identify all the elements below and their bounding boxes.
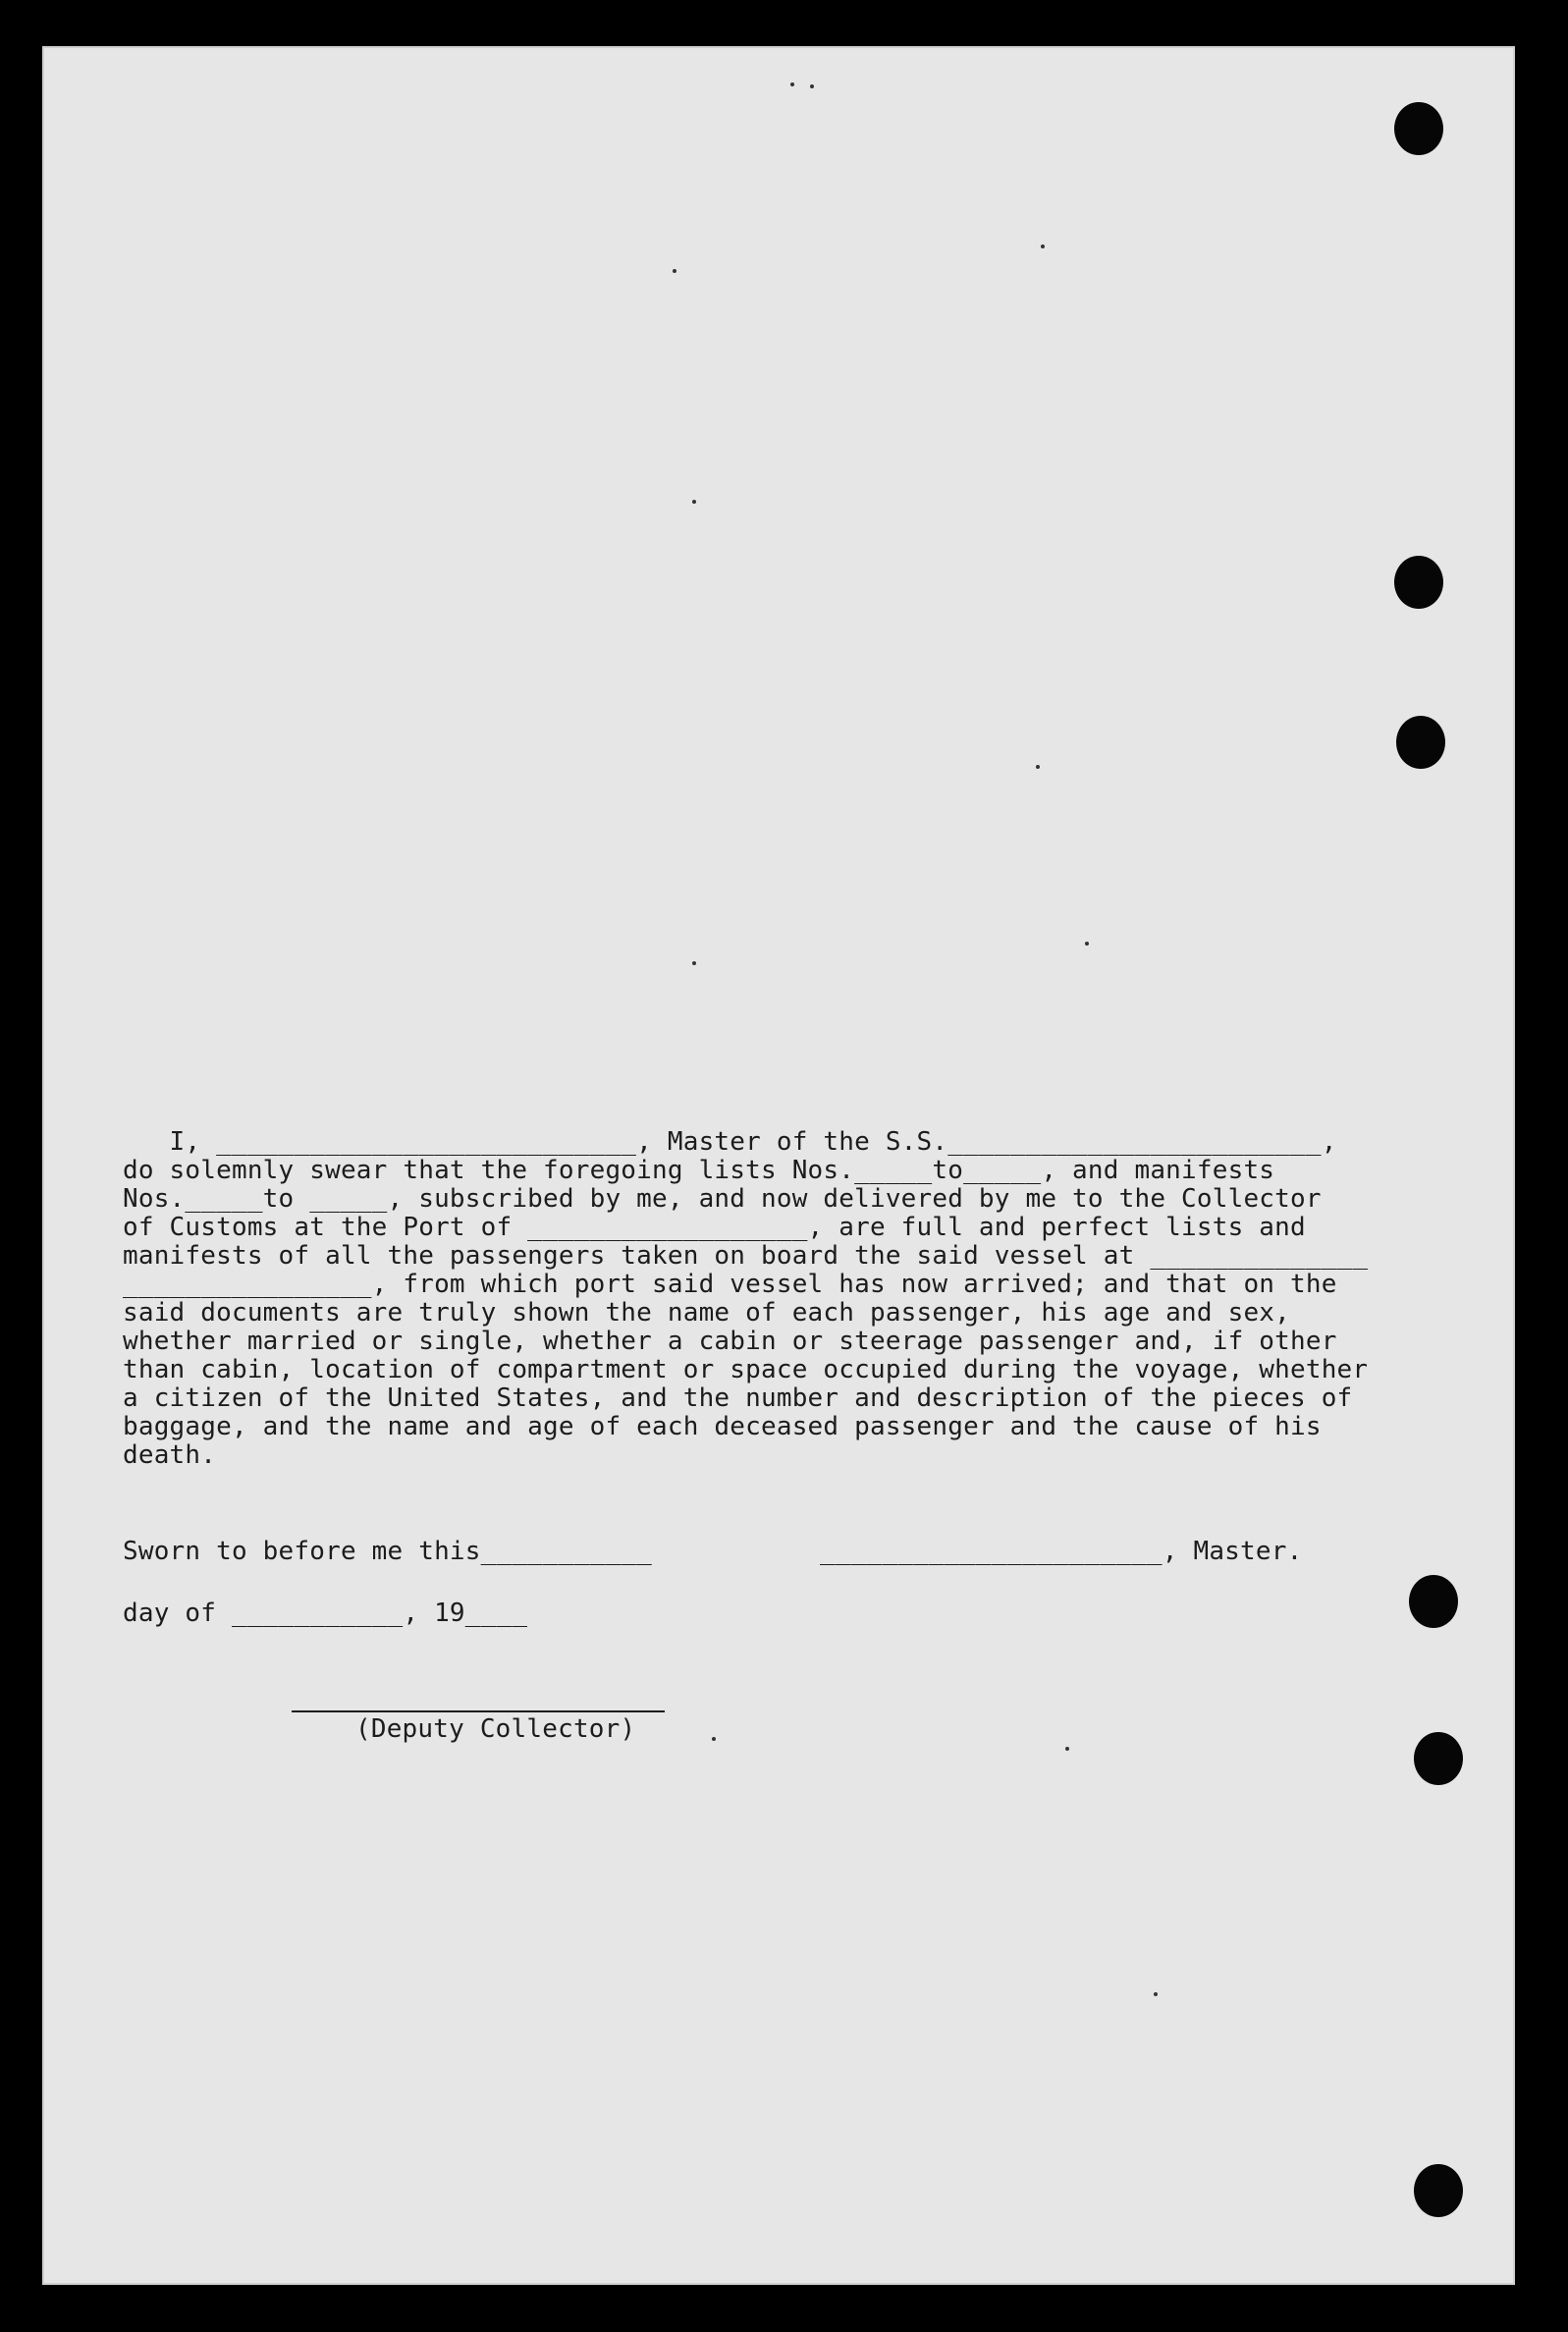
oath-line-9: than cabin, location of compartment or space occupied during the voyage, whether [123,1355,1369,1384]
oath-line-11: baggage, and the name and age of each deceased passenger and the cause of his [123,1412,1322,1441]
oath-line-12: death. [123,1440,217,1470]
binder-hole-top [1394,102,1443,155]
oath-line-10: a citizen of the United States, and the number and description of the pieces of [123,1383,1353,1413]
scan-speck [790,82,794,86]
binder-hole-bottom [1414,2164,1463,2217]
deputy-collector-label: (Deputy Collector) [355,1714,636,1744]
day-of-line: day of ___________, 19____ [123,1599,528,1628]
binder-hole-upper [1394,556,1443,609]
binder-hole-lower [1414,1732,1463,1785]
oath-line-5: manifests of all the passengers taken on board the said vessel at ______________ [123,1241,1369,1271]
scan-speck [673,269,676,273]
scan-speck [1041,244,1045,248]
oath-line-1: I, ___________________________, Master of the S.S.________________________, [123,1127,1337,1157]
scan-speck [692,500,696,504]
scan-speck [712,1737,716,1741]
oath-line-3: Nos._____to _____, subscribed by me, and now delivered by me to the Collector [123,1184,1322,1214]
master-signature-line: ______________________, Master. [820,1537,1303,1566]
scan-speck [692,961,696,965]
oath-line-2: do solemnly swear that the foregoing lists Nos._____to_____, and manifests [123,1156,1275,1185]
scan-speck [1065,1747,1069,1751]
oath-line-7: said documents are truly shown the name of each passenger, his age and sex, [123,1298,1290,1328]
scan-speck [810,84,814,88]
oath-line-8: whether married or single, whether a cabin or steerage passenger and, if other [123,1327,1337,1356]
form-page [42,46,1515,2285]
oath-line-6: ________________, from which port said vessel has now arrived; and that on the [123,1270,1337,1299]
oath-line-4: of Customs at the Port of __________________, are full and perfect lists and [123,1213,1306,1242]
binder-hole-lower-middle [1409,1575,1458,1628]
scan-speck [1154,1992,1158,1996]
scan-speck [1036,765,1040,769]
binder-hole-upper-middle [1396,716,1445,769]
scan-speck [1085,942,1089,946]
sworn-before-line: Sworn to before me this___________ [123,1537,653,1566]
deputy-collector-signature-rule [292,1710,665,1712]
